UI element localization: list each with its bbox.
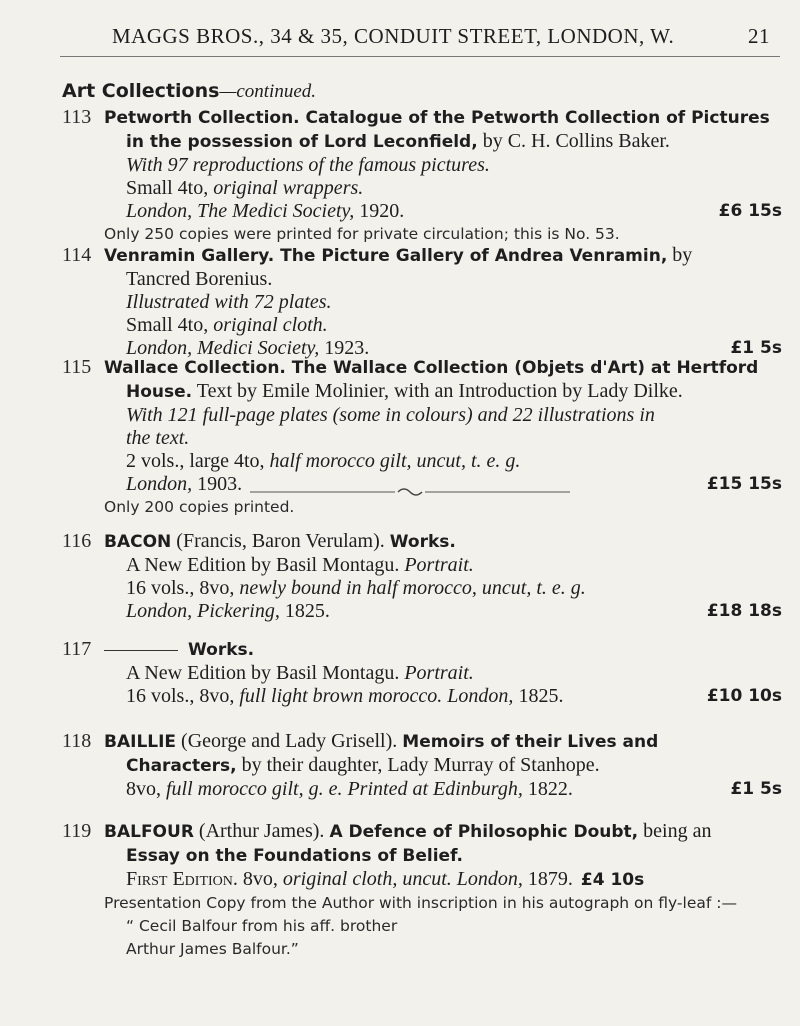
entry-italic: Portrait. [404, 554, 474, 576]
entry-text: 8vo, [126, 778, 166, 800]
entry-line [126, 778, 782, 801]
running-head-title: MAGGS BROS., 34 & 35, CONDUIT STREET, LONDON, W. [112, 24, 675, 48]
entry-italic: Portrait. [404, 662, 474, 684]
entry-number: 113 [62, 106, 92, 128]
entry-text: 1825. [518, 685, 564, 707]
entry-line [126, 404, 782, 427]
entry-italic: newly bound in half morocco, uncut, t. e. g. [239, 577, 586, 599]
entry-italic: full light brown morocco. London, [239, 685, 519, 707]
entry-114 [62, 244, 782, 360]
entry-line [126, 450, 782, 473]
entry-number: 117 [62, 638, 92, 660]
entry-113 [62, 106, 782, 246]
entry-heading: Memoirs of their Lives and [402, 732, 659, 752]
entry-text: A New Edition by Basil Montagu. [126, 554, 405, 576]
entry-note: Arthur James Balfour.” [126, 940, 299, 958]
entry-price: £18 18s [706, 601, 782, 621]
entry-text: 8vo, [237, 868, 283, 890]
entry-number: 116 [62, 530, 92, 552]
entry-text: by [667, 244, 693, 266]
entry-text: being an [638, 820, 712, 842]
entry-price: £4 10s [580, 870, 645, 890]
entry-heading: Petworth Collection. Catalogue of the Petworth Collection of Pictures [104, 108, 770, 128]
entry-text: Small 4to, [126, 177, 214, 199]
entry-line [126, 662, 782, 685]
entry-heading: BACON [104, 532, 172, 552]
entry-line [104, 244, 782, 268]
entry-number: 119 [62, 820, 92, 842]
entry-note: Only 200 copies printed. [104, 498, 295, 516]
entry-heading: Wallace Collection. The Wallace Collection (Objets d'Art) at Hertford [104, 358, 759, 378]
entry-text: Text by Emile Molinier, with an Introduction by Lady Dilke. [192, 380, 683, 402]
entry-italic: London, Pickering, [126, 600, 285, 622]
entry-line [104, 638, 782, 662]
entry-note: “ Cecil Balfour from his aff. brother [126, 917, 398, 935]
entry-line [126, 577, 782, 600]
entry-price: £15 15s [706, 474, 782, 494]
entry-italic: half morocco gilt, uncut, t. e. g. [269, 450, 521, 472]
entry-118 [62, 730, 782, 801]
entry-text: A New Edition by Basil Montagu. [126, 662, 405, 684]
ornamental-divider [250, 486, 570, 498]
entry-116 [62, 530, 782, 623]
entry-text: (Francis, Baron Verulam). [171, 530, 390, 552]
entry-price: £10 10s [706, 686, 782, 706]
entry-text: Tancred Borenius. [126, 268, 273, 290]
entry-italic: original cloth. [213, 314, 328, 336]
entry-line [126, 554, 782, 577]
entry-heading: in the possession of Lord Leconfield, [126, 132, 478, 152]
entry-price: £1 5s [730, 338, 782, 358]
entry-line [104, 530, 782, 554]
entry-number: 115 [62, 356, 92, 378]
ditto-rule [104, 650, 178, 651]
entry-note: Presentation Copy from the Author with inscription in his autograph on fly-leaf :— [104, 894, 737, 912]
entry-line [126, 600, 782, 623]
entry-line [104, 820, 782, 844]
entry-119 [62, 820, 782, 961]
entry-heading: Works. [389, 532, 456, 552]
entry-heading: Venramin Gallery. The Picture Gallery of Andrea Venramin, [104, 246, 668, 266]
entry-text: 1903. [197, 473, 243, 495]
entry-line [126, 844, 782, 868]
entry-italic: full morocco gilt, g. e. Printed at Edinburgh, [166, 778, 528, 800]
entry-line [126, 868, 782, 892]
running-head [0, 20, 800, 54]
entry-italic: original cloth, uncut. London, [282, 868, 528, 890]
entry-text: 2 vols., large 4to, [126, 450, 270, 472]
entry-note: Only 250 copies were printed for private circulation; this is No. 53. [104, 225, 620, 243]
entry-line [126, 130, 782, 154]
entry-line [104, 730, 782, 754]
entry-heading: House. [126, 382, 193, 402]
page-number: 21 [748, 24, 770, 48]
entry-text: 1822. [527, 778, 573, 800]
entry-italic: London, [126, 473, 198, 495]
entry-italic: the text. [126, 427, 190, 449]
entry-italic: With 97 reproductions of the famous pictures. [126, 154, 490, 176]
entry-line [126, 268, 782, 291]
entry-text: 1825. [284, 600, 330, 622]
entry-italic: Illustrated with 72 plates. [126, 291, 332, 313]
section-heading [62, 80, 316, 103]
entry-line [104, 106, 782, 130]
entry-text: (George and Lady Grisell). [176, 730, 403, 752]
entry-text: 1879. [527, 868, 573, 890]
section-heading-text: Art Collections [62, 80, 220, 102]
entry-heading: Essay on the Foundations of Belief. [126, 846, 463, 866]
edition-label: First Edition. [126, 868, 238, 890]
entry-text: Small 4to, [126, 314, 214, 336]
entry-heading: A Defence of Philosophic Doubt, [329, 822, 639, 842]
entry-text: 16 vols., 8vo, [126, 685, 240, 707]
entry-text: (Arthur James). [193, 820, 330, 842]
entry-text: 1920. [359, 200, 405, 222]
entry-line [104, 356, 782, 380]
entry-text: 1923. [324, 337, 370, 359]
entry-italic: London, Medici Society, [126, 337, 325, 359]
entry-line [126, 380, 782, 404]
entry-line [126, 314, 782, 337]
entry-heading: BALFOUR [104, 822, 194, 842]
entry-line [126, 177, 782, 200]
entry-heading: Characters, [126, 756, 237, 776]
entry-heading: Works. [188, 640, 255, 660]
header-rule [60, 56, 780, 57]
entry-text: 16 vols., 8vo, [126, 577, 240, 599]
entry-price: £1 5s [730, 779, 782, 799]
entry-italic: With 121 full-page plates (some in colours) and 22 illustrations in [126, 404, 655, 426]
entry-line [126, 427, 782, 450]
entry-italic: London, The Medici Society, [126, 200, 360, 222]
entry-line [126, 200, 782, 223]
entry-italic: original wrappers. [213, 177, 364, 199]
entry-line [126, 291, 782, 314]
entry-117 [62, 638, 782, 708]
entry-text: by their daughter, Lady Murray of Stanhope. [236, 754, 600, 776]
entry-text: by C. H. Collins Baker. [477, 130, 670, 152]
entry-heading: BAILLIE [104, 732, 177, 752]
entry-line [126, 685, 782, 708]
entry-number: 114 [62, 244, 92, 266]
entry-line [126, 154, 782, 177]
entry-line [126, 754, 782, 778]
entry-price: £6 15s [718, 201, 782, 221]
section-continued: —continued. [219, 81, 317, 102]
entry-number: 118 [62, 730, 92, 752]
